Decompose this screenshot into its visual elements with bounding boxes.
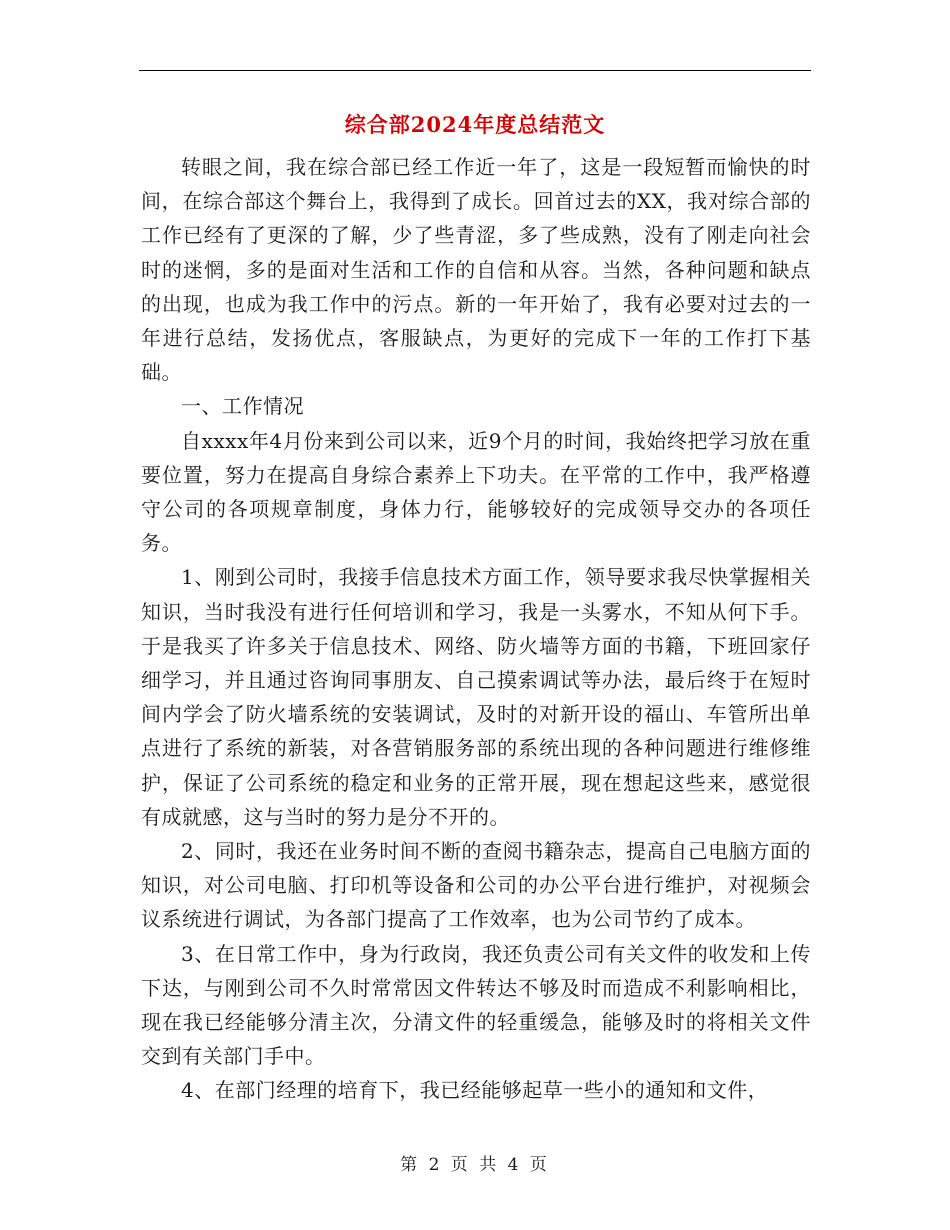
document-title: 综合部2024年度总结范文 xyxy=(344,112,606,137)
paragraph-intro: 转眼之间，我在综合部已经工作近一年了，这是一段短暂而愉快的时间，在综合部这个舞台上，我得到了成长。回首过去的XX，我对综合部的工作已经有了更深的了解，少了些青涩，多了些成熟，没有了刚走向社会时的迷惘，多的是面对生活和工作的自信和从容。当然，各种问题和缺点的出现，也成为我工作中的污点。新的一年开始了，我有必要对过去的一年进行总结，发扬优点，客服缺点，为更好的完成下一年的工作打下基础。 xyxy=(141,155,811,385)
paragraph-work-overview: 自xxxx年4月份来到公司以来，近9个月的时间，我始终把学习放在重要位置，努力在提高自身综合素养上下功夫。在平常的工作中，我严格遵守公司的各项规章制度，身体力行，能够较好的完成领导交办的各项任务。 xyxy=(141,428,811,556)
paragraph-item-4: 4、在部门经理的培育下，我已经能够起草一些小的通知和文件， xyxy=(181,1078,769,1103)
paragraph-item-3: 3、在日常工作中，身为行政岗，我还负责公司有关文件的收发和上传下达，与刚到公司不久时常常因文件转达不够及时而造成不利影响相比，现在我已经能够分清主次，分清文件的轻重缓急，能够及时的将相关文件交到有关部门手中。 xyxy=(141,941,811,1069)
page-footer: 第 2 页 共 4 页 xyxy=(400,1155,550,1175)
document-body xyxy=(141,150,811,1108)
section-heading-work-situation: 一、工作情况 xyxy=(181,394,304,419)
paragraph-item-1: 1、刚到公司时，我接手信息技术方面工作，领导要求我尽快掌握相关知识，当时我没有进行任何培训和学习，我是一头雾水，不知从何下手。于是我买了许多关于信息技术、网络、防火墙等方面的书籍，下班回家仔细学习，并且通过咨询同事朋友、自己摸索调试等办法，最后终于在短时间内学会了防火墙系统的安装调试，及时的对新开设的福山、车管所出单点进行了系统的新装，对各营销服务部的系统出现的各种问题进行维修维护，保证了公司系统的稳定和业务的正常开展，现在想起这些来，感觉很有成就感，这与当时的努力是分不开的。 xyxy=(141,565,811,829)
header-rule xyxy=(139,70,811,71)
paragraph-item-2: 2、同时，我还在业务时间不断的查阅书籍杂志，提高自己电脑方面的知识，对公司电脑、打印机等设备和公司的办公平台进行维护，对视频会议系统进行调试，为各部门提高了工作效率，也为公司节约了成本。 xyxy=(141,839,811,932)
